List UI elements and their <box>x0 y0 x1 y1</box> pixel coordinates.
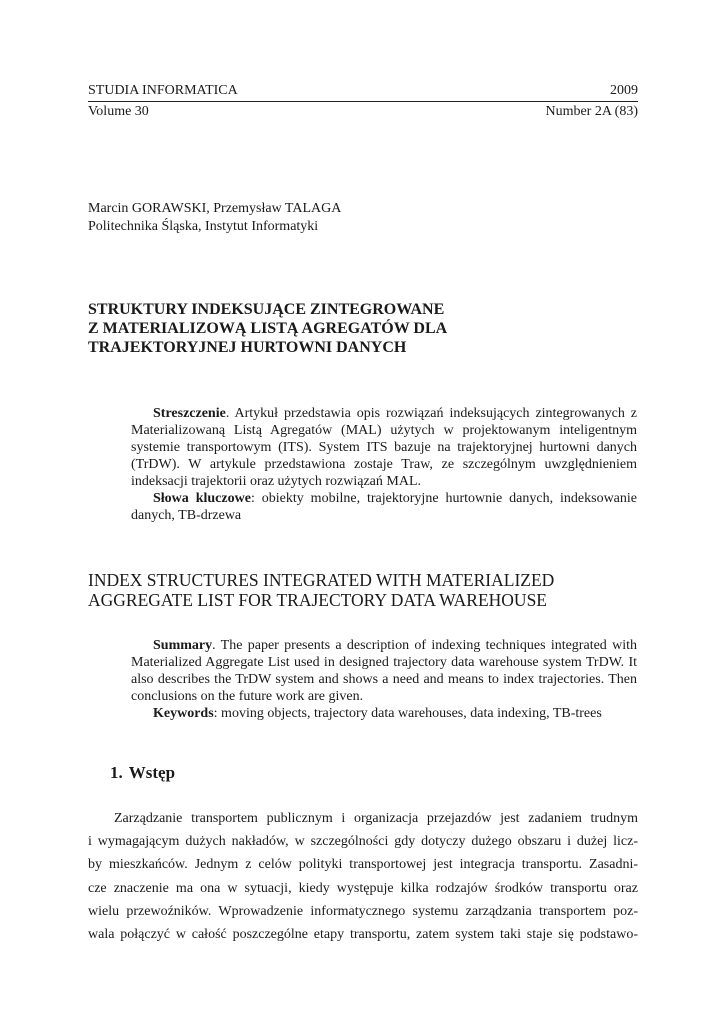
author-affiliation: Politechnika Śląska, Instytut Informatyki <box>88 219 319 234</box>
abstract-english-text <box>131 637 637 705</box>
author-names: Marcin GORAWSKI, Przemysław TALAGA <box>88 201 342 216</box>
title-polish-line: TRAJEKTORYJNEJ HURTOWNI DANYCH <box>88 339 407 356</box>
keywords-polish <box>131 490 637 524</box>
section-heading <box>110 763 175 783</box>
journal-name: STUDIA INFORMATICA <box>88 83 238 98</box>
title-english <box>88 570 648 610</box>
author-block <box>88 200 341 236</box>
abstract-polish-text <box>131 405 637 490</box>
keywords-polish-body: : obiekty mobilne, trajektoryjne hurtownie danych, indeksowanie danych, TB-drzewa <box>131 491 637 523</box>
journal-number: Number 2A (83) <box>545 104 638 119</box>
title-english-line: INDEX STRUCTURES INTEGRATED WITH MATERIALIZED <box>88 570 555 590</box>
body-paragraph <box>88 807 638 946</box>
body-line: cze znaczenie ma ona w sytuacji, kiedy występuje kilka rodzajów środków transportu oraz <box>88 880 638 896</box>
running-header <box>88 82 638 121</box>
body-line: wielu przewoźników. Wprowadzenie informatycznego systemu zarządzania transportem poz- <box>88 903 638 919</box>
body-line: by mieszkańców. Jednym z celów polityki transportowej jest integracja transportu. Zasadni- <box>88 857 638 873</box>
body-line: wala połączyć w całość poszczególne etapy transportu, zatem system taki staje się podstawo- <box>88 927 638 943</box>
abstract-english-label: Summary <box>153 638 213 653</box>
journal-year: 2009 <box>610 83 638 98</box>
keywords-polish-label: Słowa kluczowe <box>153 491 251 506</box>
title-polish <box>88 300 648 357</box>
abstract-polish-label: Streszczenie <box>153 406 226 421</box>
body-line: Zarządzanie transportem publicznym i organizacja przejazdów jest zadaniem trudnym <box>114 811 638 826</box>
header-row-bottom <box>88 103 638 121</box>
abstract-polish-body: . Artykuł przedstawia opis rozwiązań indeksujących zintegrowanych z Materializowaną Listą Agregatów (MAL) użytych w projektowanym inteligentnym systemie transportowym (ITS). System ITS bazuje na trajektoryjnej hurtowni danych (TrDW). W artykule przedstawiona zostaje Traw, ze szczególnym uwzględnieniem indeksacji trajektorii oraz użytych rozwiązań MAL. <box>131 406 637 489</box>
title-polish-line: STRUKTURY INDEKSUJĄCE ZINTEGROWANE <box>88 301 445 318</box>
keywords-english <box>131 705 637 722</box>
title-polish-line: Z MATERIALIZOWĄ LISTĄ AGREGATÓW DLA <box>88 320 448 337</box>
keywords-english-label: Keywords <box>153 706 214 721</box>
title-english-line: AGGREGATE LIST FOR TRAJECTORY DATA WAREHOUSE <box>88 590 547 610</box>
section-title: Wstęp <box>128 763 176 782</box>
abstract-polish <box>131 405 637 524</box>
abstract-english <box>131 637 637 722</box>
header-rule <box>88 101 638 102</box>
keywords-english-body: : moving objects, trajectory data warehouses, data indexing, TB-trees <box>213 706 602 721</box>
body-line: i wymagającym dużych nakładów, w szczególności gdy dotyczy dużego obszaru i dużej licz- <box>88 834 638 850</box>
header-row-top <box>88 82 638 100</box>
section-number: 1. <box>110 763 123 782</box>
abstract-english-body: . The paper presents a description of indexing techniques integrated with Materialized Aggregate List used in designed trajectory data warehouse system TrDW. It also describes the TrDW system and shows a need and means to index trajectories. Then conclusions on the future work are given. <box>131 638 637 704</box>
journal-volume: Volume 30 <box>88 104 149 119</box>
